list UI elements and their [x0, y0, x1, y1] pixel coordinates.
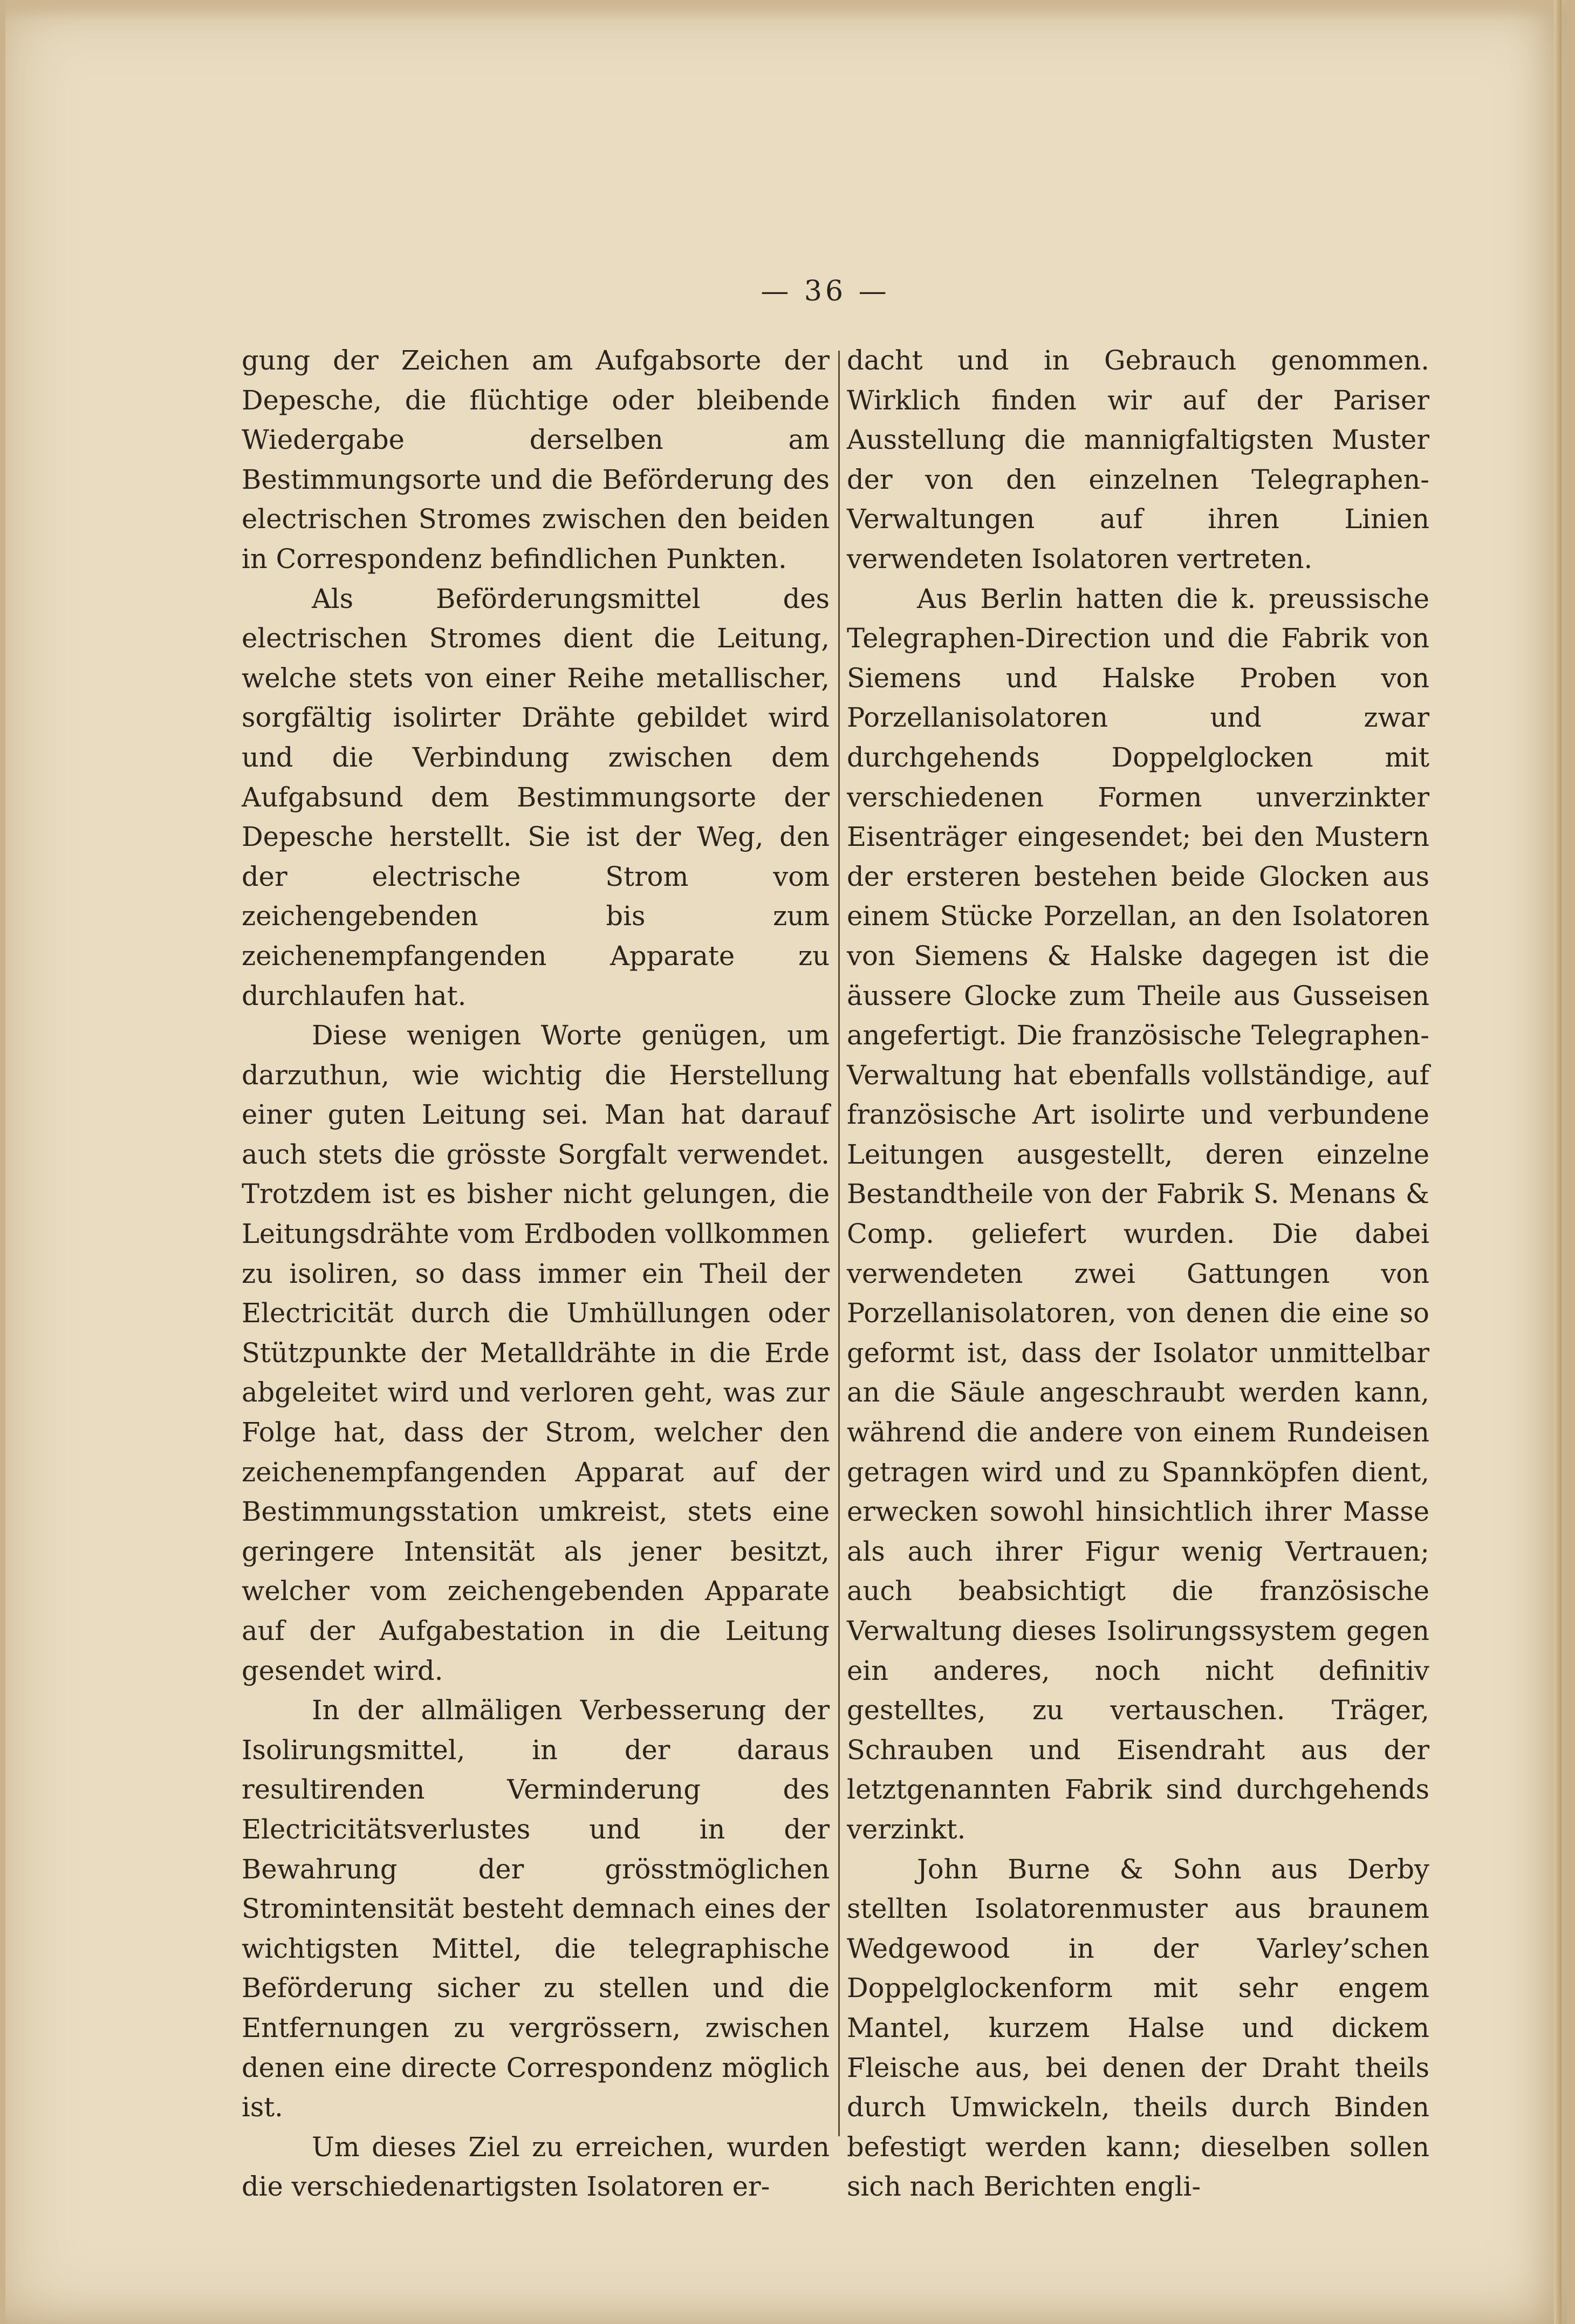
paragraph: dacht und in Gebrauch genommen. Wirklich finden wir auf der Pariser Ausstellung die mannigfaltigsten Muster der von den einzelnen Telegraphen-Verwaltungen auf ihren Linien verwendeten Isolatoren vertreten.	[847, 345, 1429, 575]
left-column	[242, 341, 830, 2203]
column-divider	[838, 351, 840, 2136]
page-top-shadow	[5, 0, 1567, 20]
paragraph: Aus Berlin hatten die k. preussische Telegraphen-Direction und die Fabrik von Siemens und Halske Proben von Porzellanisolatoren und zwar durchgehends Doppelglocken mit verschiedenen Formen unverzinkter Eisenträger eingesendet; bei den Mustern der ersteren bestehen beide Glocken aus einem Stücke Porzellan, an den Isolatoren von Siemens & Halske dagegen ist die äussere Glocke zum Theile aus Gusseisen angefertigt. Die französische Telegraphen-Verwaltung hat ebenfalls vollständige, auf französische Art isolirte und verbundene Leitungen ausgestellt, deren einzelne Bestandtheile von der Fabrik S. Menans & Comp. geliefert wurden. Die dabei verwendeten zwei Gattungen von Porzellanisolatoren, von denen die eine so geformt ist, dass der Isolator unmittelbar an die Säule angeschraubt werden kann, während die andere von einem Rundeisen getragen wird und zu Spannköpfen dient, erwecken sowohl hinsichtlich ihrer Masse als auch ihrer Figur wenig Vertrauen; auch beabsichtigt die französische Verwaltung dieses Isolirungssystem gegen ein anderes, noch nicht definitiv gestelltes, zu vertauschen. Träger, Schrauben und Eisendraht aus der letztgenannten Fabrik sind durchgehends verzinkt.	[847, 583, 1429, 1845]
paragraph: John Burne & Sohn aus Derby stellten Isolatorenmuster aus braunem Wedgewood in der Varley’schen Doppelglockenform mit sehr engem Mantel, kurzem Halse und dickem Fleische aus, bei denen der Draht theils durch Umwickeln, theils durch Binden befestigt werden kann; dieselben sollen sich nach Berichten engli-	[847, 1853, 1429, 2203]
scanned-page	[5, 0, 1567, 2324]
paragraph: gung der Zeichen am Aufgabsorte der Depesche, die flüchtige oder bleibende Wiedergabe derselben am Bestimmungsorte und die Beförderung des electrischen Stromes zwischen den beiden in Correspondenz befindlichen Punkten.	[242, 345, 830, 575]
page-right-edge	[1554, 0, 1562, 2324]
paragraph: Diese wenigen Worte genügen, um darzuthun, wie wichtig die Herstellung einer guten Leitung sei. Man hat darauf auch stets die grösste Sorgfalt verwendet. Trotzdem ist es bisher nicht gelungen, die Leitungsdrähte vom Erdboden vollkommen zu isoliren, so dass immer ein Theil der Electricität durch die Umhüllungen oder Stützpunkte der Metalldrähte in die Erde abgeleitet wird und verloren geht, was zur Folge hat, dass der Strom, welcher den zeichenempfangenden Apparat auf der Bestimmungsstation umkreist, stets eine geringere Intensität als jener besitzt, welcher vom zeichengebenden Apparate auf der Aufgabestation in die Leitung gesendet wird.	[242, 1020, 830, 1686]
page-number-header: — 36 —	[761, 275, 890, 307]
paragraph: Als Beförderungsmittel des electrischen Stromes dient die Leitung, welche stets von einer Reihe metallischer, sorgfältig isolirter Drähte gebildet wird und die Verbindung zwischen dem Aufgabsund dem Bestimmungsorte der Depesche herstellt. Sie ist der Weg, den der electrische Strom vom zeichengebenden bis zum zeichenempfangenden Apparate zu durchlaufen hat.	[242, 583, 830, 1011]
paragraph: In der allmäligen Verbesserung der Isolirungsmittel, in der daraus resultirenden Verminderung des Electricitätsverlustes und in der Bewahrung der grösstmöglichen Stromintensität besteht demnach eines der wichtigsten Mittel, die telegraphische Beförderung sicher zu stellen und die Entfernungen zu vergrössern, zwischen denen eine directe Correspondenz möglich ist.	[242, 1694, 830, 2123]
right-column	[847, 341, 1429, 2203]
paragraph: Um dieses Ziel zu erreichen, wurden die verschiedenartigsten Isolatoren er-	[242, 2131, 830, 2203]
